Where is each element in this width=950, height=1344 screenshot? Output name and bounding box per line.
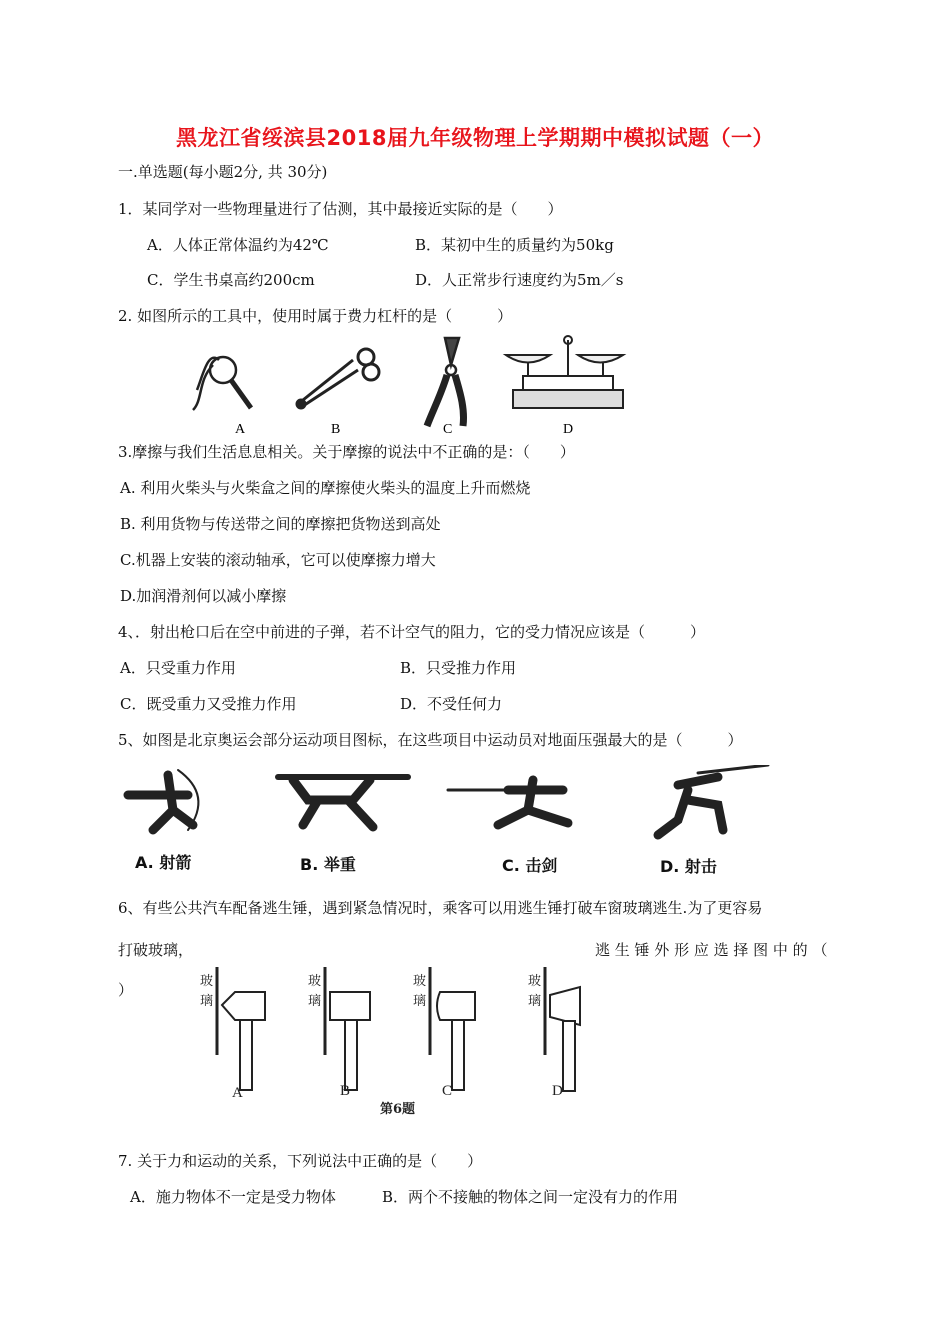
glass-label-a-1: 玻 [200, 974, 214, 989]
q4-option-d: D．不受任何力 [400, 695, 503, 713]
q6-stem-line2-start: 打破玻璃， [118, 941, 194, 959]
q3-option-b: B. 利用货物与传送带之间的摩擦把货物送到高处 [120, 515, 441, 533]
q2-label-d: D [563, 422, 574, 437]
q1-option-a: A．人体正常体温约为42℃ [147, 236, 329, 254]
q6-stem-line1: 6、有些公共汽车配备逃生锤，遇到紧急情况时，乘客可以用逃生锤打破车窗玻璃逃生.为了更容易 [118, 899, 763, 917]
q6-label-b: B [340, 1083, 351, 1099]
q6-hammers-figure [190, 965, 610, 1125]
section-heading: 一.单选题(每小题2分, 共 30分) [118, 163, 328, 181]
q7-stem: 7. 关于力和运动的关系，下列说法中正确的是（ ） [118, 1152, 483, 1170]
q5-caption-c: C. 击剑 [502, 856, 558, 875]
q3-option-c: C.机器上安装的滚动轴承，它可以使摩擦力增大 [120, 551, 436, 569]
fencing-pictogram [448, 780, 568, 825]
q5-caption-b: B. 举重 [300, 855, 356, 874]
tongs-figure [297, 349, 379, 408]
q1-option-d: D．人正常步行速度约为5m／s [415, 271, 624, 289]
glass-label-c-2: 璃 [413, 994, 427, 1009]
q6-label-a: A [232, 1085, 243, 1101]
glass-label-a-2: 璃 [200, 994, 214, 1009]
hammer-a [217, 967, 265, 1090]
q6-label-d: D [552, 1083, 563, 1099]
q2-label-a: A [235, 422, 246, 437]
q2-tools-figure [183, 330, 643, 440]
q2-stem: 2. 如图所示的工具中，使用时属于费力杠杆的是（ ） [118, 307, 513, 325]
glass-label-d-2: 璃 [528, 994, 542, 1009]
q1-stem: 1．某同学对一些物理量进行了估测，其中最接近实际的是（ ） [118, 200, 563, 218]
q2-label-b: B [331, 422, 341, 437]
pliers-figure [427, 338, 464, 426]
hammer-b [325, 967, 370, 1090]
glass-label-d-1: 玻 [528, 974, 542, 989]
q6-stem-line3: ） [118, 981, 134, 999]
q6-label-c: C [442, 1083, 453, 1099]
q7-option-b: B．两个不接触的物体之间一定没有力的作用 [382, 1188, 679, 1206]
q6-figure-caption: 第6题 [380, 1102, 416, 1117]
exam-title: 黑龙江省绥滨县2018届九年级物理上学期期中模拟试题（一） [176, 126, 774, 150]
q5-pictograms [118, 765, 778, 845]
q4-stem: 4、．射出枪口后在空中前进的子弹，若不计空气的阻力，它的受力情况应该是（ ） [118, 623, 706, 641]
q6-stem-line2-end: 逃 生 锤 外 形 应 选 择 图 中 的 （ [595, 941, 828, 959]
hammer-c [430, 967, 475, 1090]
q1-option-c: C．学生书桌高约200cm [147, 271, 315, 289]
q7-option-a: A．施力物体不一定是受力物体 [130, 1188, 336, 1206]
wrench-figure [193, 357, 251, 410]
q4-option-c: C．既受重力又受推力作用 [120, 695, 297, 713]
q2-label-c: C [443, 422, 453, 437]
balance-figure [506, 336, 623, 408]
q4-option-b: B．只受推力作用 [400, 659, 517, 677]
q3-option-a: A. 利用火柴头与火柴盒之间的摩擦使火柴头的温度上升而燃烧 [120, 479, 531, 497]
glass-label-b-2: 璃 [308, 994, 322, 1009]
glass-label-b-1: 玻 [308, 974, 322, 989]
q3-stem: 3.摩擦与我们生活息息相关。关于摩擦的说法中不正确的是：（ ） [118, 443, 575, 461]
q4-option-a: A．只受重力作用 [120, 659, 236, 677]
hammer-d [545, 967, 580, 1091]
q5-caption-d: D. 射击 [660, 857, 717, 876]
q1-option-b: B．某初中生的质量约为50kg [415, 236, 614, 254]
weightlifting-pictogram [278, 777, 408, 827]
q5-caption-a: A. 射箭 [135, 853, 192, 872]
archery-pictogram [128, 770, 198, 830]
q5-stem: 5、如图是北京奥运会部分运动项目图标，在这些项目中运动员对地面压强最大的是（ ） [118, 731, 743, 749]
shooting-pictogram [658, 765, 768, 835]
glass-label-c-1: 玻 [413, 974, 427, 989]
q3-option-d: D.加润滑剂何以减小摩擦 [120, 587, 287, 605]
